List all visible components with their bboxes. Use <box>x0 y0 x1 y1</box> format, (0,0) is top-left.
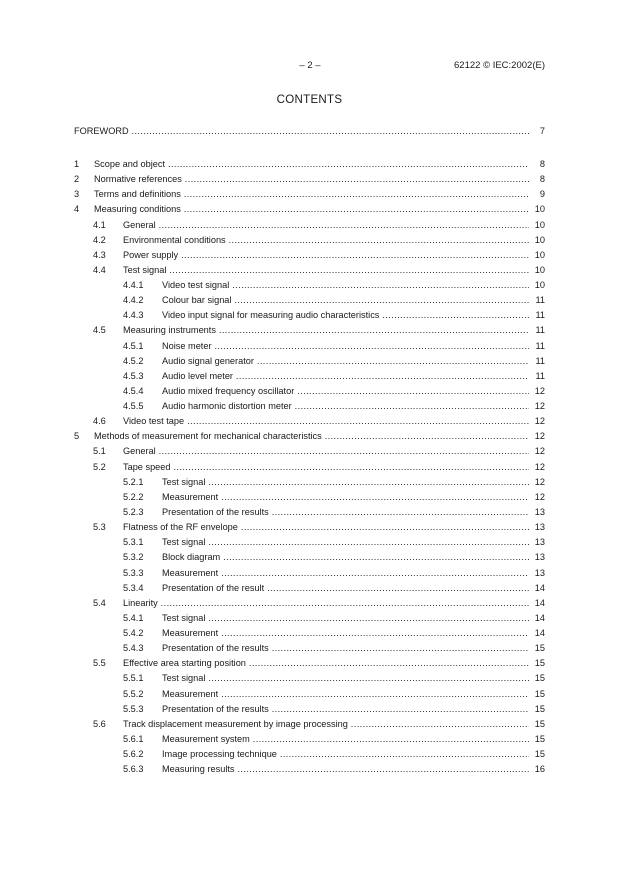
toc-entry[interactable] <box>123 476 545 489</box>
toc-entry[interactable] <box>93 445 545 458</box>
toc-section-title: Test signal ..... <box>123 264 529 277</box>
toc-section-title: Test signal ..... <box>162 536 529 549</box>
toc-page-number: 11 <box>529 370 545 383</box>
toc-section-number: 5.5.3 <box>123 704 144 714</box>
toc-section-number: 5.5 <box>93 658 106 668</box>
toc-entry[interactable] <box>93 234 545 247</box>
toc-entry[interactable] <box>74 125 545 138</box>
toc-section-title: Audio harmonic distortion meter ..... <box>162 400 529 413</box>
document-reference: 62122 © IEC:2002(E) <box>454 60 545 71</box>
toc-section-number: 5.2.3 <box>123 507 144 517</box>
toc-section-number: 4.5.5 <box>123 401 144 411</box>
toc-section-number: 5.4.3 <box>123 643 144 653</box>
toc-page-number: 9 <box>529 188 545 201</box>
toc-section-number: 5.2.1 <box>123 477 144 487</box>
toc-page-number: 15 <box>529 718 545 731</box>
toc-page-number: 13 <box>529 521 545 534</box>
toc-section-title: Terms and definitions ..... <box>94 188 529 201</box>
toc-entry[interactable] <box>123 627 545 640</box>
toc-section-number: 5.3 <box>93 522 106 532</box>
toc-entry[interactable] <box>123 536 545 549</box>
toc-page-number: 13 <box>529 536 545 549</box>
toc-entry[interactable] <box>123 491 545 504</box>
toc-section-number: 4.5 <box>93 325 106 335</box>
toc-entry[interactable] <box>123 733 545 746</box>
toc-section-title: Measuring results ..... <box>162 763 529 776</box>
toc-entry[interactable] <box>74 173 545 186</box>
toc-page-number: 12 <box>529 415 545 428</box>
toc-section-title: Audio signal generator ..... <box>162 355 529 368</box>
toc-section-number: 4 <box>74 204 80 214</box>
toc-section-title: Measurement ..... <box>162 688 529 701</box>
toc-section-number: 5.1 <box>93 446 106 456</box>
toc-section-title: Tape speed ..... <box>123 461 529 474</box>
toc-section-number: 5.3.2 <box>123 552 144 562</box>
toc-section-number: 4.4 <box>93 265 106 275</box>
toc-section-title: Measurement ..... <box>162 627 529 640</box>
toc-section-title: Image processing technique ..... <box>162 748 529 761</box>
toc-section-number: 5.3.3 <box>123 568 144 578</box>
toc-entry[interactable] <box>93 324 545 337</box>
toc-page-number: 11 <box>529 340 545 353</box>
toc-section-title: Noise meter ..... <box>162 340 529 353</box>
toc-page-number: 11 <box>529 355 545 368</box>
toc-page-number: 12 <box>529 385 545 398</box>
toc-page-number: 11 <box>529 294 545 307</box>
toc-section-title: Measuring conditions ..... <box>94 203 529 216</box>
toc-section-title: General ..... <box>123 445 529 458</box>
toc-section-number: 4.5.4 <box>123 386 144 396</box>
toc-page-number: 13 <box>529 506 545 519</box>
toc-section-number: 5.2.2 <box>123 492 144 502</box>
toc-section-title: Presentation of the results ..... <box>162 703 529 716</box>
toc-page-number: 15 <box>529 642 545 655</box>
toc-entry[interactable] <box>123 340 545 353</box>
toc-entry[interactable] <box>123 279 545 292</box>
toc-page-number: 11 <box>529 309 545 322</box>
toc-section-title: Normative references ..... <box>94 173 529 186</box>
toc-section-title: Linearity ..... <box>123 597 529 610</box>
toc-section-title: Measurement ..... <box>162 491 529 504</box>
toc-section-number: 4.4.3 <box>123 310 144 320</box>
toc-section-title: Measurement ..... <box>162 567 529 580</box>
toc-entry[interactable] <box>123 551 545 564</box>
toc-page-number: 16 <box>529 763 545 776</box>
toc-entry[interactable] <box>93 219 545 232</box>
toc-section-title: Methods of measurement for mechanical characteristics ..... <box>94 430 529 443</box>
toc-section-number: 2 <box>74 174 80 184</box>
toc-page-number: 14 <box>529 627 545 640</box>
toc-entry[interactable] <box>93 718 545 731</box>
toc-entry[interactable] <box>93 521 545 534</box>
toc-entry[interactable] <box>93 597 545 610</box>
toc-section-title: Video test tape ..... <box>123 415 529 428</box>
toc-page-number: 8 <box>529 173 545 186</box>
toc-entry[interactable] <box>74 430 545 443</box>
toc-entry[interactable] <box>123 582 545 595</box>
toc-section-title: Environmental conditions ..... <box>123 234 529 247</box>
toc-section-title: Block diagram ..... <box>162 551 529 564</box>
toc-section-title: FOREWORD ..... <box>74 125 529 138</box>
toc-section-number: 4.4.1 <box>123 280 144 290</box>
toc-entry[interactable] <box>93 461 545 474</box>
toc-section-title: Power supply ..... <box>123 249 529 262</box>
toc-section-number: 5.3.1 <box>123 537 144 547</box>
toc-page-number: 10 <box>529 234 545 247</box>
toc-page-number: 12 <box>529 430 545 443</box>
toc-section-title: Flatness of the RF envelope ..... <box>123 521 529 534</box>
toc-section-number: 5.5.1 <box>123 673 144 683</box>
toc-entry[interactable] <box>93 415 545 428</box>
toc-page-number: 15 <box>529 703 545 716</box>
toc-section-number: 4.2 <box>93 235 106 245</box>
toc-entry[interactable] <box>93 657 545 670</box>
toc-section-title: Audio mixed frequency oscillator ..... <box>162 385 529 398</box>
toc-page-number: 15 <box>529 657 545 670</box>
toc-section-number: 5.4.2 <box>123 628 144 638</box>
toc-entry[interactable] <box>123 294 545 307</box>
toc-section-title: Test signal ..... <box>162 612 529 625</box>
toc-section-title: Video input signal for measuring audio characteristics ..... <box>162 309 529 322</box>
toc-entry[interactable] <box>74 203 545 216</box>
toc-section-title: Measurement system ..... <box>162 733 529 746</box>
toc-entry[interactable] <box>93 264 545 277</box>
toc-page-number: 15 <box>529 672 545 685</box>
toc-section-number: 5 <box>74 431 80 441</box>
toc-section-title: Scope and object ..... <box>94 158 529 171</box>
toc-entry[interactable] <box>74 188 545 201</box>
toc-section-number: 3 <box>74 189 80 199</box>
toc-section-title: Test signal ..... <box>162 476 529 489</box>
toc-section-number: 5.3.4 <box>123 583 144 593</box>
toc-section-title: Measuring instruments ..... <box>123 324 529 337</box>
toc-page-number: 11 <box>529 324 545 337</box>
toc-section-number: 5.6.1 <box>123 734 144 744</box>
toc-page-number: 15 <box>529 748 545 761</box>
toc-section-number: 5.4 <box>93 598 106 608</box>
toc-page-number: 10 <box>529 264 545 277</box>
toc-page-number: 15 <box>529 688 545 701</box>
toc-section-title: Effective area starting position ..... <box>123 657 529 670</box>
toc-page-number: 7 <box>529 125 545 138</box>
toc-section-number: 4.4.2 <box>123 295 144 305</box>
toc-section-title: Presentation of the result ..... <box>162 582 529 595</box>
contents-title: CONTENTS <box>276 94 343 106</box>
toc-page-number: 10 <box>529 203 545 216</box>
toc-section-number: 4.3 <box>93 250 106 260</box>
toc-entry[interactable] <box>123 385 545 398</box>
toc-entry[interactable] <box>123 763 545 776</box>
toc-page-number: 13 <box>529 551 545 564</box>
page-number: – 2 – <box>299 60 321 71</box>
toc-entry[interactable] <box>123 642 545 655</box>
toc-section-number: 4.5.1 <box>123 341 144 351</box>
toc-page-number: 14 <box>529 612 545 625</box>
toc-section-title: Colour bar signal ..... <box>162 294 529 307</box>
toc-section-title: Presentation of the results ..... <box>162 642 529 655</box>
toc-page-number: 12 <box>529 476 545 489</box>
toc-section-number: 4.5.2 <box>123 356 144 366</box>
toc-entry[interactable] <box>123 612 545 625</box>
toc-entry[interactable] <box>123 688 545 701</box>
toc-page-number: 14 <box>529 597 545 610</box>
toc-section-number: 5.4.1 <box>123 613 144 623</box>
toc-section-title: Video test signal ..... <box>162 279 529 292</box>
toc-entry[interactable] <box>123 748 545 761</box>
toc-entry[interactable] <box>123 370 545 383</box>
toc-section-number: 5.6 <box>93 719 106 729</box>
toc-page-number: 12 <box>529 400 545 413</box>
toc-page-number: 12 <box>529 491 545 504</box>
toc-section-number: 5.6.2 <box>123 749 144 759</box>
toc-page-number: 13 <box>529 567 545 580</box>
toc-section-title: Track displacement measurement by image processing ..... <box>123 718 529 731</box>
toc-page-number: 10 <box>529 279 545 292</box>
toc-section-number: 5.5.2 <box>123 689 144 699</box>
toc-entry[interactable] <box>123 309 545 322</box>
toc-section-title: Audio level meter ..... <box>162 370 529 383</box>
toc-section-title: Test signal ..... <box>162 672 529 685</box>
toc-section-number: 5.2 <box>93 462 106 472</box>
toc-section-number: 4.5.3 <box>123 371 144 381</box>
toc-entry[interactable] <box>123 567 545 580</box>
toc-section-number: 4.1 <box>93 220 106 230</box>
toc-section-number: 1 <box>74 159 80 169</box>
toc-page-number: 12 <box>529 461 545 474</box>
toc-page-number: 12 <box>529 445 545 458</box>
toc-entry[interactable] <box>74 158 545 171</box>
toc-entry[interactable] <box>123 400 545 413</box>
toc-page-number: 14 <box>529 582 545 595</box>
toc-section-number: 4.6 <box>93 416 106 426</box>
toc-section-title: Presentation of the results ..... <box>162 506 529 519</box>
toc-page-number: 8 <box>529 158 545 171</box>
toc-entry[interactable] <box>123 355 545 368</box>
toc-entry[interactable] <box>123 506 545 519</box>
toc-entry[interactable] <box>123 672 545 685</box>
toc-page-number: 15 <box>529 733 545 746</box>
toc-page-number: 10 <box>529 219 545 232</box>
toc-entry[interactable] <box>123 703 545 716</box>
toc-page-number: 10 <box>529 249 545 262</box>
toc-section-number: 5.6.3 <box>123 764 144 774</box>
toc-entry[interactable] <box>93 249 545 262</box>
toc-section-title: General ..... <box>123 219 529 232</box>
